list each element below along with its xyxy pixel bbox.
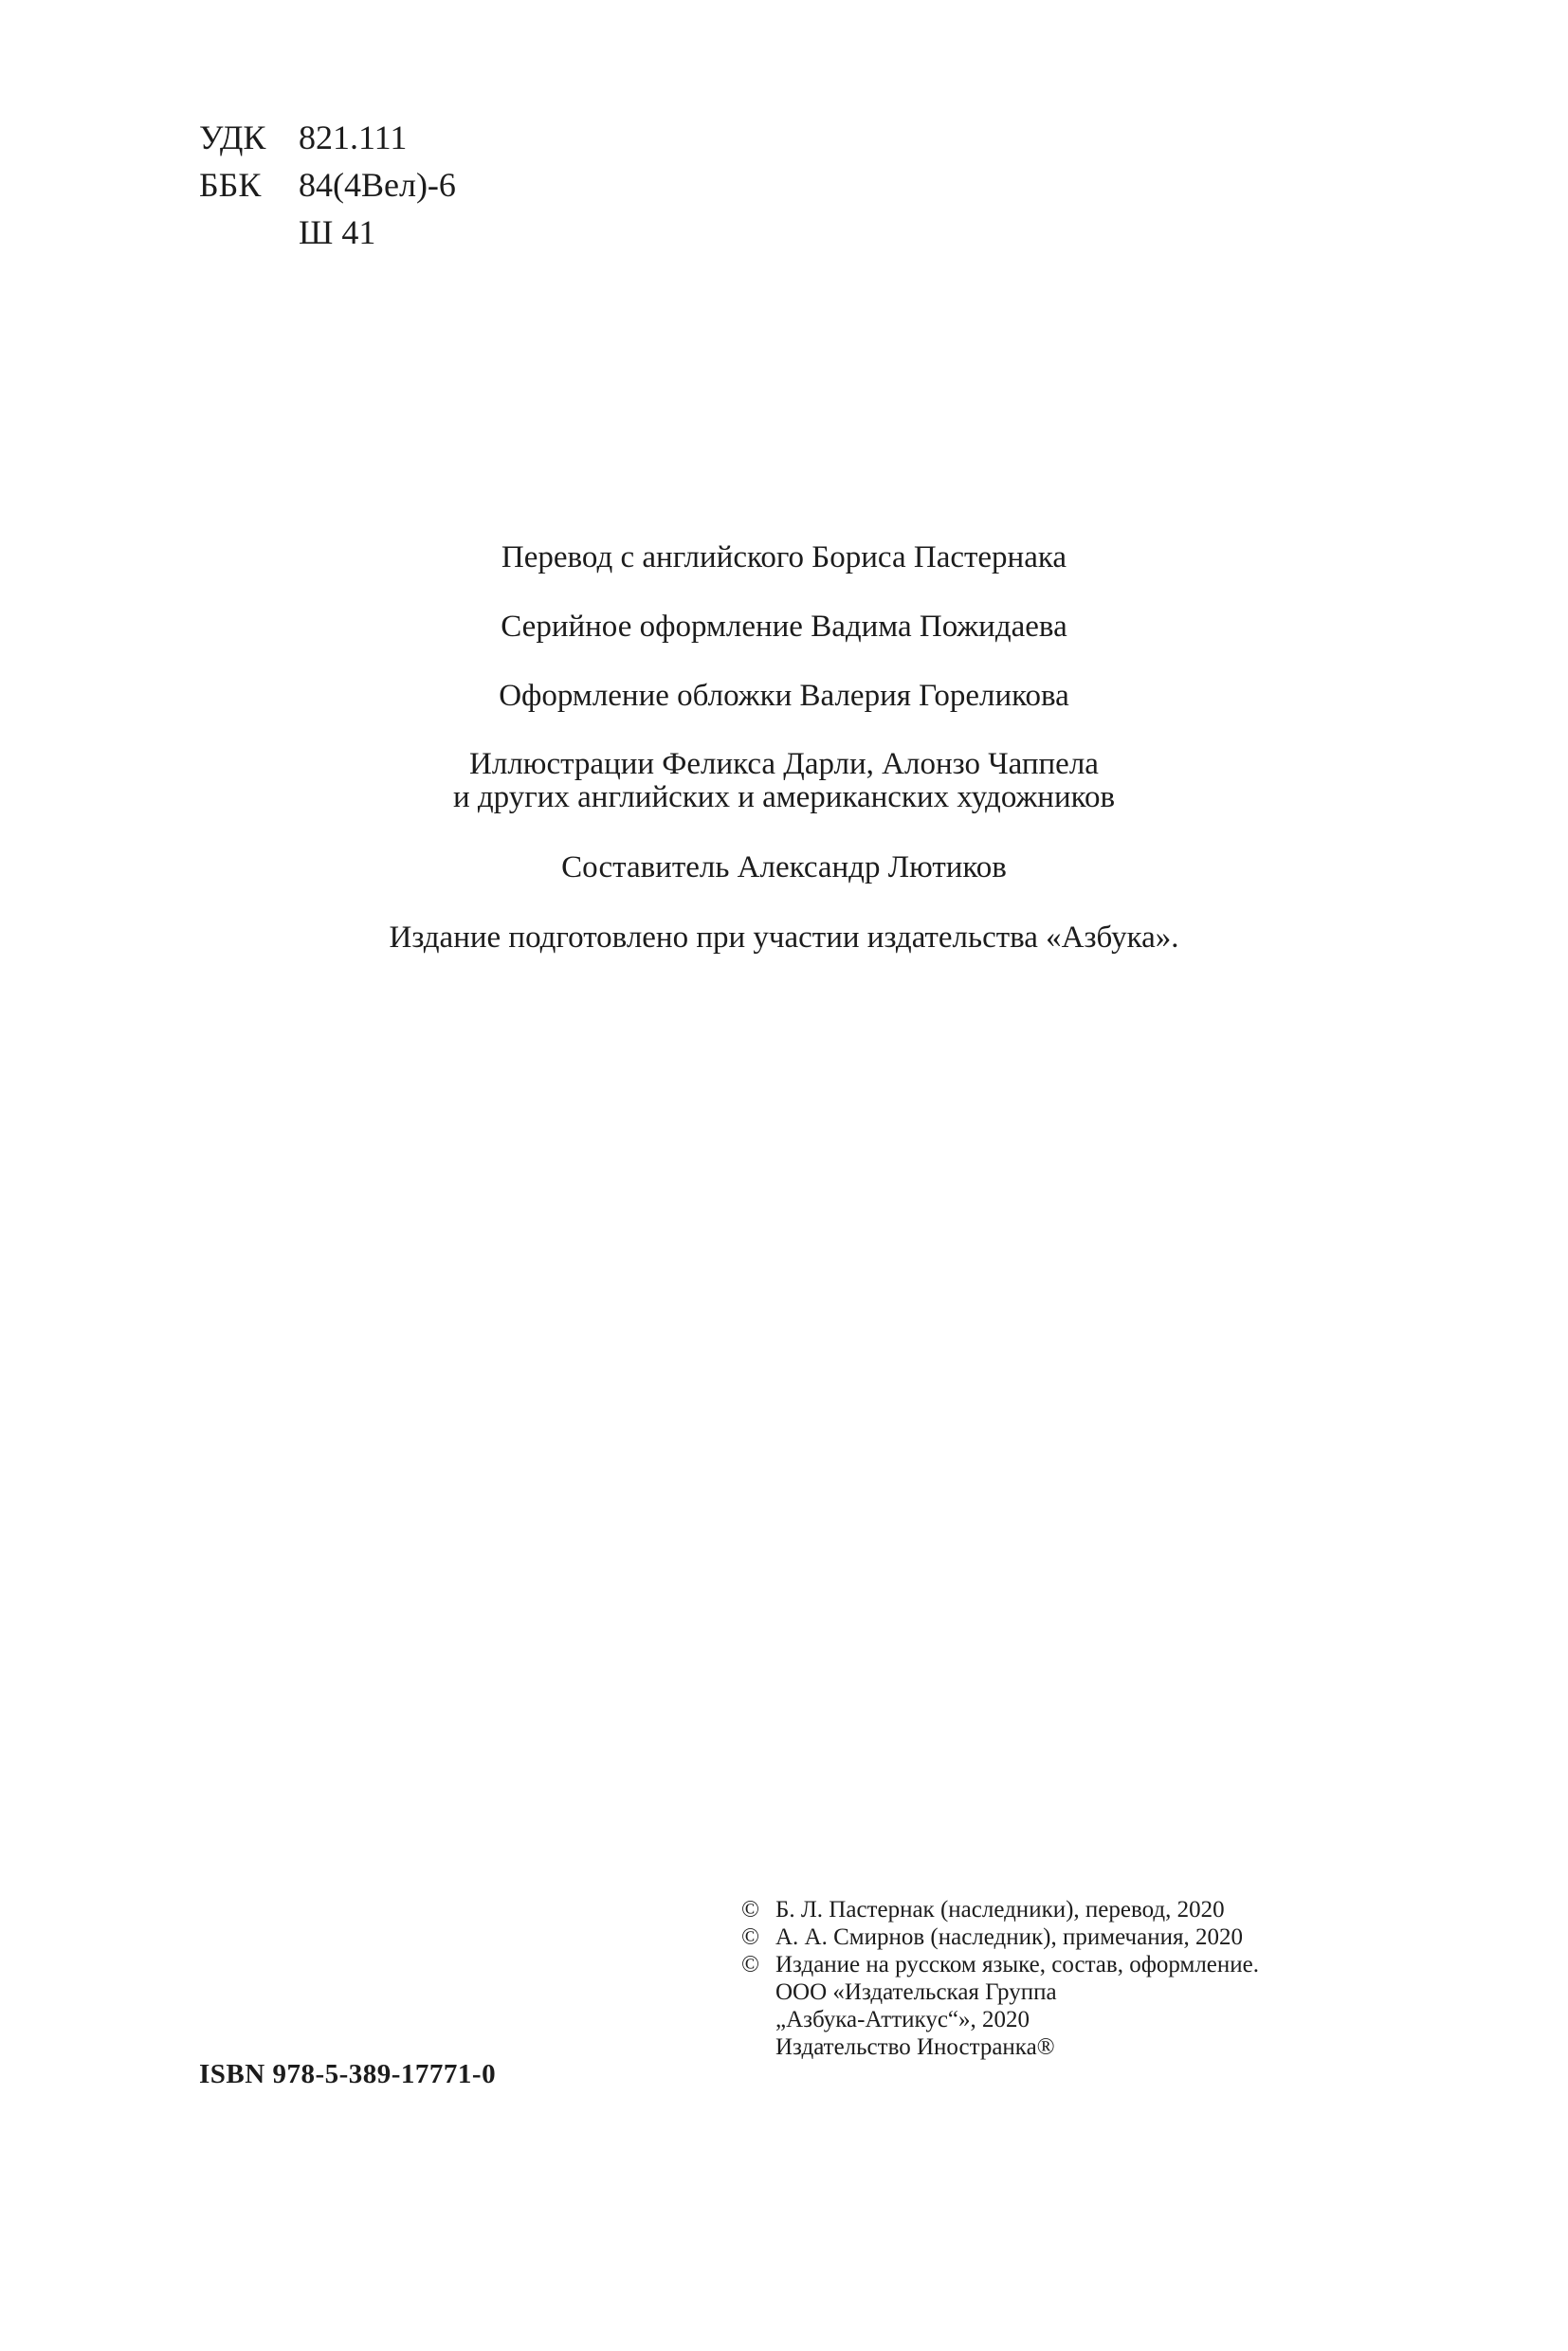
copyright-line [741, 1951, 1259, 1978]
copyright-block [741, 1896, 1259, 2061]
copyright-text: Б. Л. Пастернак (наследники), перевод, 2020 [775, 1897, 1225, 1923]
author-sign: Ш 41 [299, 213, 376, 251]
copyright-line [741, 1923, 1259, 1951]
copyright-text: А. А. Смирнов (наследник), примечания, 2020 [775, 1924, 1243, 1950]
illustrations-credit-line1: Иллюстрации Феликса Дарли, Алонзо Чаппела [469, 747, 1099, 781]
bibliographic-block [199, 114, 456, 256]
copyright-icon: © [741, 1924, 759, 1950]
copyright-line [741, 1896, 1259, 1923]
udk-row [199, 114, 456, 161]
bbk-row [199, 161, 456, 209]
bbk-value: 84(4Вел)-6 [299, 166, 456, 204]
copyright-text: „Азбука-Аттикус“», 2020 [775, 2007, 1030, 2032]
cover-design-credit: Оформление обложки Валерия Гореликова [499, 679, 1069, 713]
udk-label: УДК [199, 118, 266, 156]
isbn: ISBN 978-5-389-17771-0 [199, 2059, 497, 2089]
illustrations-credit-line2: и других английских и американских художников [452, 780, 1116, 814]
copyright-text: Издательство Иностранка® [775, 2034, 1055, 2060]
udk-value: 821.111 [299, 118, 408, 156]
translation-credit: Перевод с английского Бориса Пастернака [501, 540, 1067, 574]
publisher-note: Издание подготовлено при участии издательства «Азбука». [389, 920, 1179, 955]
copyright-icon: © [741, 1897, 759, 1923]
bbk-label: ББК [199, 166, 262, 204]
compiler-credit: Составитель Александр Лютиков [561, 850, 1007, 884]
copyright-icon: © [741, 1952, 759, 1977]
copyright-text: Издание на русском языке, состав, оформление. [775, 1952, 1260, 1977]
series-design-credit: Серийное оформление Вадима Пожидаева [501, 610, 1067, 644]
copyright-text: ООО «Издательская Группа [775, 1979, 1057, 2005]
